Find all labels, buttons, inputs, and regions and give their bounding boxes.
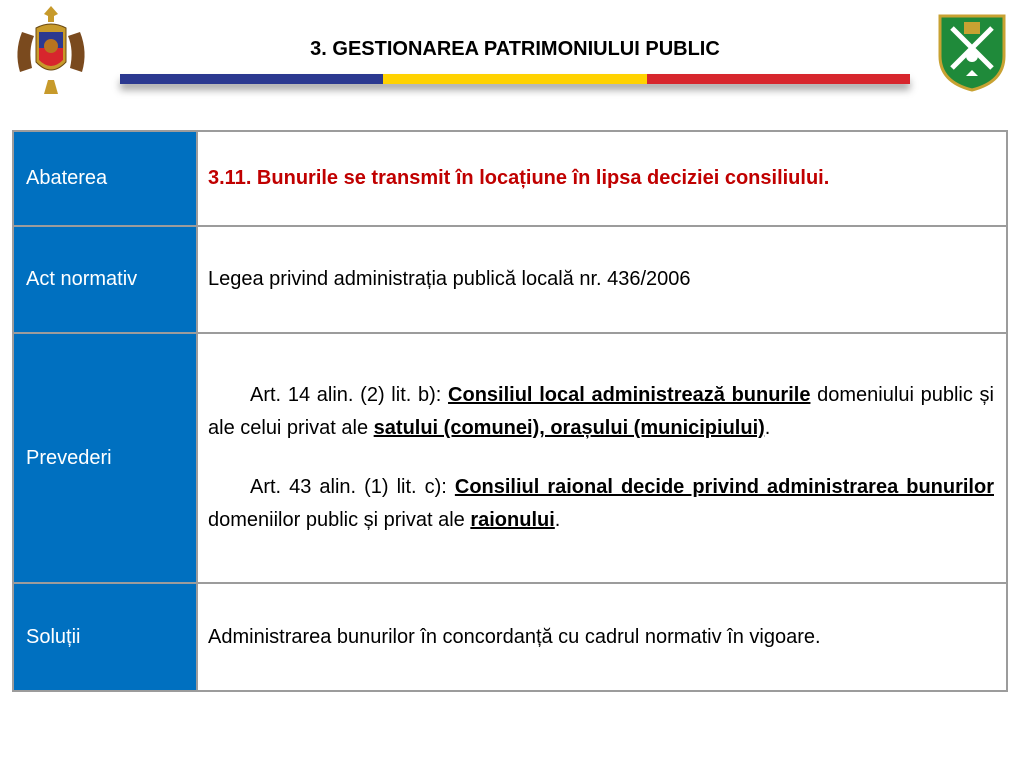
row-content: [197, 333, 1007, 583]
tricolor-blue: [120, 74, 383, 84]
tricolor-red: [647, 74, 910, 84]
row-content: [197, 583, 1007, 691]
normative-act-text: Legea privind administrația publică locală nr. 436/2006: [208, 268, 691, 290]
row-content: [197, 131, 1007, 226]
table-row: [13, 226, 1007, 333]
deviation-table: [12, 130, 1008, 692]
row-label: Abaterea: [13, 131, 197, 226]
provision-paragraph: Art. 43 alin. (1) lit. c): Consiliul raional decide privind administrarea bunurilor domeniilor public și privat ale raionului.: [208, 476, 994, 531]
page-title: 3. GESTIONAREA PATRIMONIULUI PUBLIC: [310, 38, 720, 60]
deviation-text: 3.11. Bunurile se transmit în locațiune în lipsa deciziei consiliului.: [208, 167, 830, 189]
table-row: [13, 333, 1007, 583]
tricolor-divider: [120, 74, 910, 84]
district-coat-of-arms-icon: [936, 12, 1008, 92]
provision-paragraph: Art. 14 alin. (2) lit. b): Consiliul local administrează bunurile domeniului public și ale celui privat ale satului (comunei), orașului (municipiului).: [208, 384, 994, 439]
row-label: Soluții: [13, 583, 197, 691]
row-label: Act normativ: [13, 226, 197, 333]
table-row: [13, 131, 1007, 226]
row-content: [197, 226, 1007, 333]
tricolor-yellow: [383, 74, 646, 84]
table-row: [13, 583, 1007, 691]
solution-text: Administrarea bunurilor în concordanță cu cadrul normativ în vigoare.: [208, 625, 821, 648]
moldova-coat-of-arms-icon: [8, 2, 94, 98]
row-label: Prevederi: [13, 333, 197, 583]
